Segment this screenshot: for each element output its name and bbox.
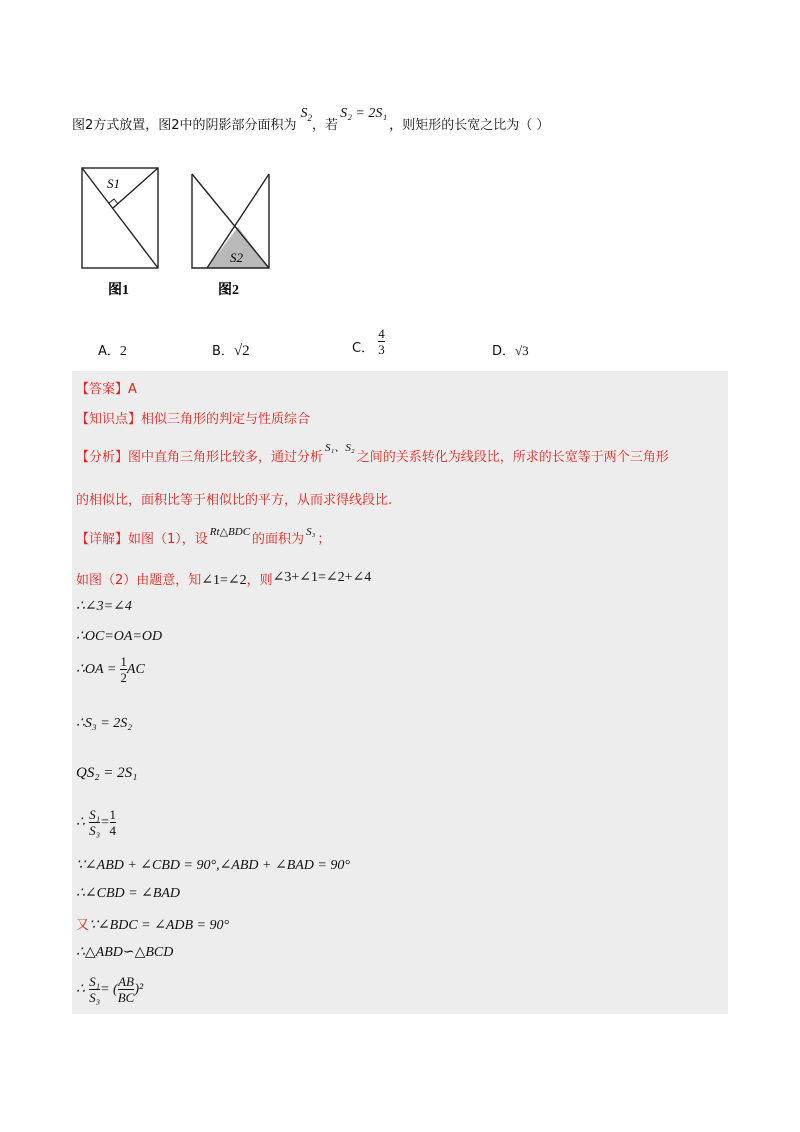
question-text-before: 图2方式放置，图2中的阴影部分面积为 (72, 118, 297, 133)
step-8: ∴∠CBD = ∠BAD (76, 886, 181, 901)
question-s2: $S_2$ (300, 106, 313, 123)
step-6-fraction-right: $\frac{1}{4}$ (109, 807, 117, 838)
question-line (72, 106, 549, 136)
option-b[interactable]: B．√2 (212, 343, 250, 359)
fig1-right-angle-mark (109, 199, 118, 204)
knowledge-line (76, 408, 310, 427)
option-a[interactable]: A．2 (98, 344, 127, 359)
step-11-fraction-right: $\frac{AB}{BC}$ (117, 974, 135, 1005)
analysis-vars: S₁、S₂ (325, 442, 355, 454)
step-2: ∴OC=OA=OD (76, 629, 163, 644)
fig1-diagonal (82, 168, 158, 268)
analysis-line-1: 【分析】图中直角三角形比较多，通过分析$^{S_1、S_2}$之间的关系转化为线段比，所求的长宽等于两个三角形 (76, 442, 669, 465)
option-c-fraction: $\frac{4}{3}$ (378, 326, 385, 357)
detail-rt: Rt△BDC (209, 526, 251, 538)
fig2-label: 图2 (218, 283, 239, 298)
analysis-tag: 【分析】 (76, 450, 129, 465)
knowledge-text: 相似三角形的判定与性质综合 (141, 412, 311, 427)
step-10: ∴△ABD∽△BCD (76, 945, 174, 960)
step-6: ∴ $\frac{\text{S₁}}{\text{S₃}}$ = $\frac{1}{4}$ (76, 807, 117, 838)
knowledge-tag: 【知识点】 (76, 412, 142, 427)
fig2-region-label: S2 (230, 250, 243, 265)
fig1-region-label: S1 (107, 176, 120, 191)
step-1: ∴∠3=∠4 (76, 599, 132, 614)
step-3: ∴OA = $\frac{1}{2}$ AC (76, 654, 145, 685)
option-c[interactable]: C． $\frac{4}{3}$ (352, 326, 385, 357)
option-d[interactable]: D．√3 (492, 343, 529, 359)
analysis-line-2: 的相似比，面积比等于相似比的平方，从而求得线段比. (76, 493, 393, 508)
figures-svg (70, 160, 290, 310)
question-condition: S₂ = 2S₁ (340, 106, 388, 121)
question-text-after: ，则矩形的长宽之比为（ ） (389, 118, 550, 133)
step-9: 又∵∠BDC = ∠ADB = 90° (76, 918, 230, 933)
step-3-fraction: $\frac{1}{2}$ (120, 654, 127, 685)
step-7: ∵∠ABD + ∠CBD = 90°,∠ABD + ∠BAD = 90° (76, 858, 350, 873)
detail-s3: S₃ (306, 526, 316, 538)
step-4: ∴S₃ = 2S₂ (76, 716, 133, 731)
step-5: QS₂ = 2S₁ (76, 765, 138, 781)
fig1-label: 图1 (108, 283, 129, 298)
step-11-fraction-left: $\frac{\text{S₁}}{\text{S₃}}$ (89, 974, 101, 1005)
step-6-fraction-left: $\frac{\text{S₁}}{\text{S₃}}$ (89, 807, 101, 838)
detail-line: 【详解】如图（1），设 $^{Rt\triangle BDC}$ 的面积为 $^{S_3}$ ； (76, 526, 331, 547)
fig2-reason-line: 如图（2）由题意，知∠1=∠2，则∠3+∠1=∠2+∠4 (76, 570, 372, 588)
step-11: ∴ $\frac{\text{S₁}}{\text{S₃}}$ = ( $\frac{AB}{BC}$ )² (76, 974, 144, 1005)
answer-tag: 【答案】 (76, 382, 129, 397)
detail-tag: 【详解】 (76, 532, 129, 547)
answer-value: A (128, 382, 137, 397)
question-comma-ruo: ，若 (312, 118, 339, 133)
answer-line (76, 378, 137, 397)
